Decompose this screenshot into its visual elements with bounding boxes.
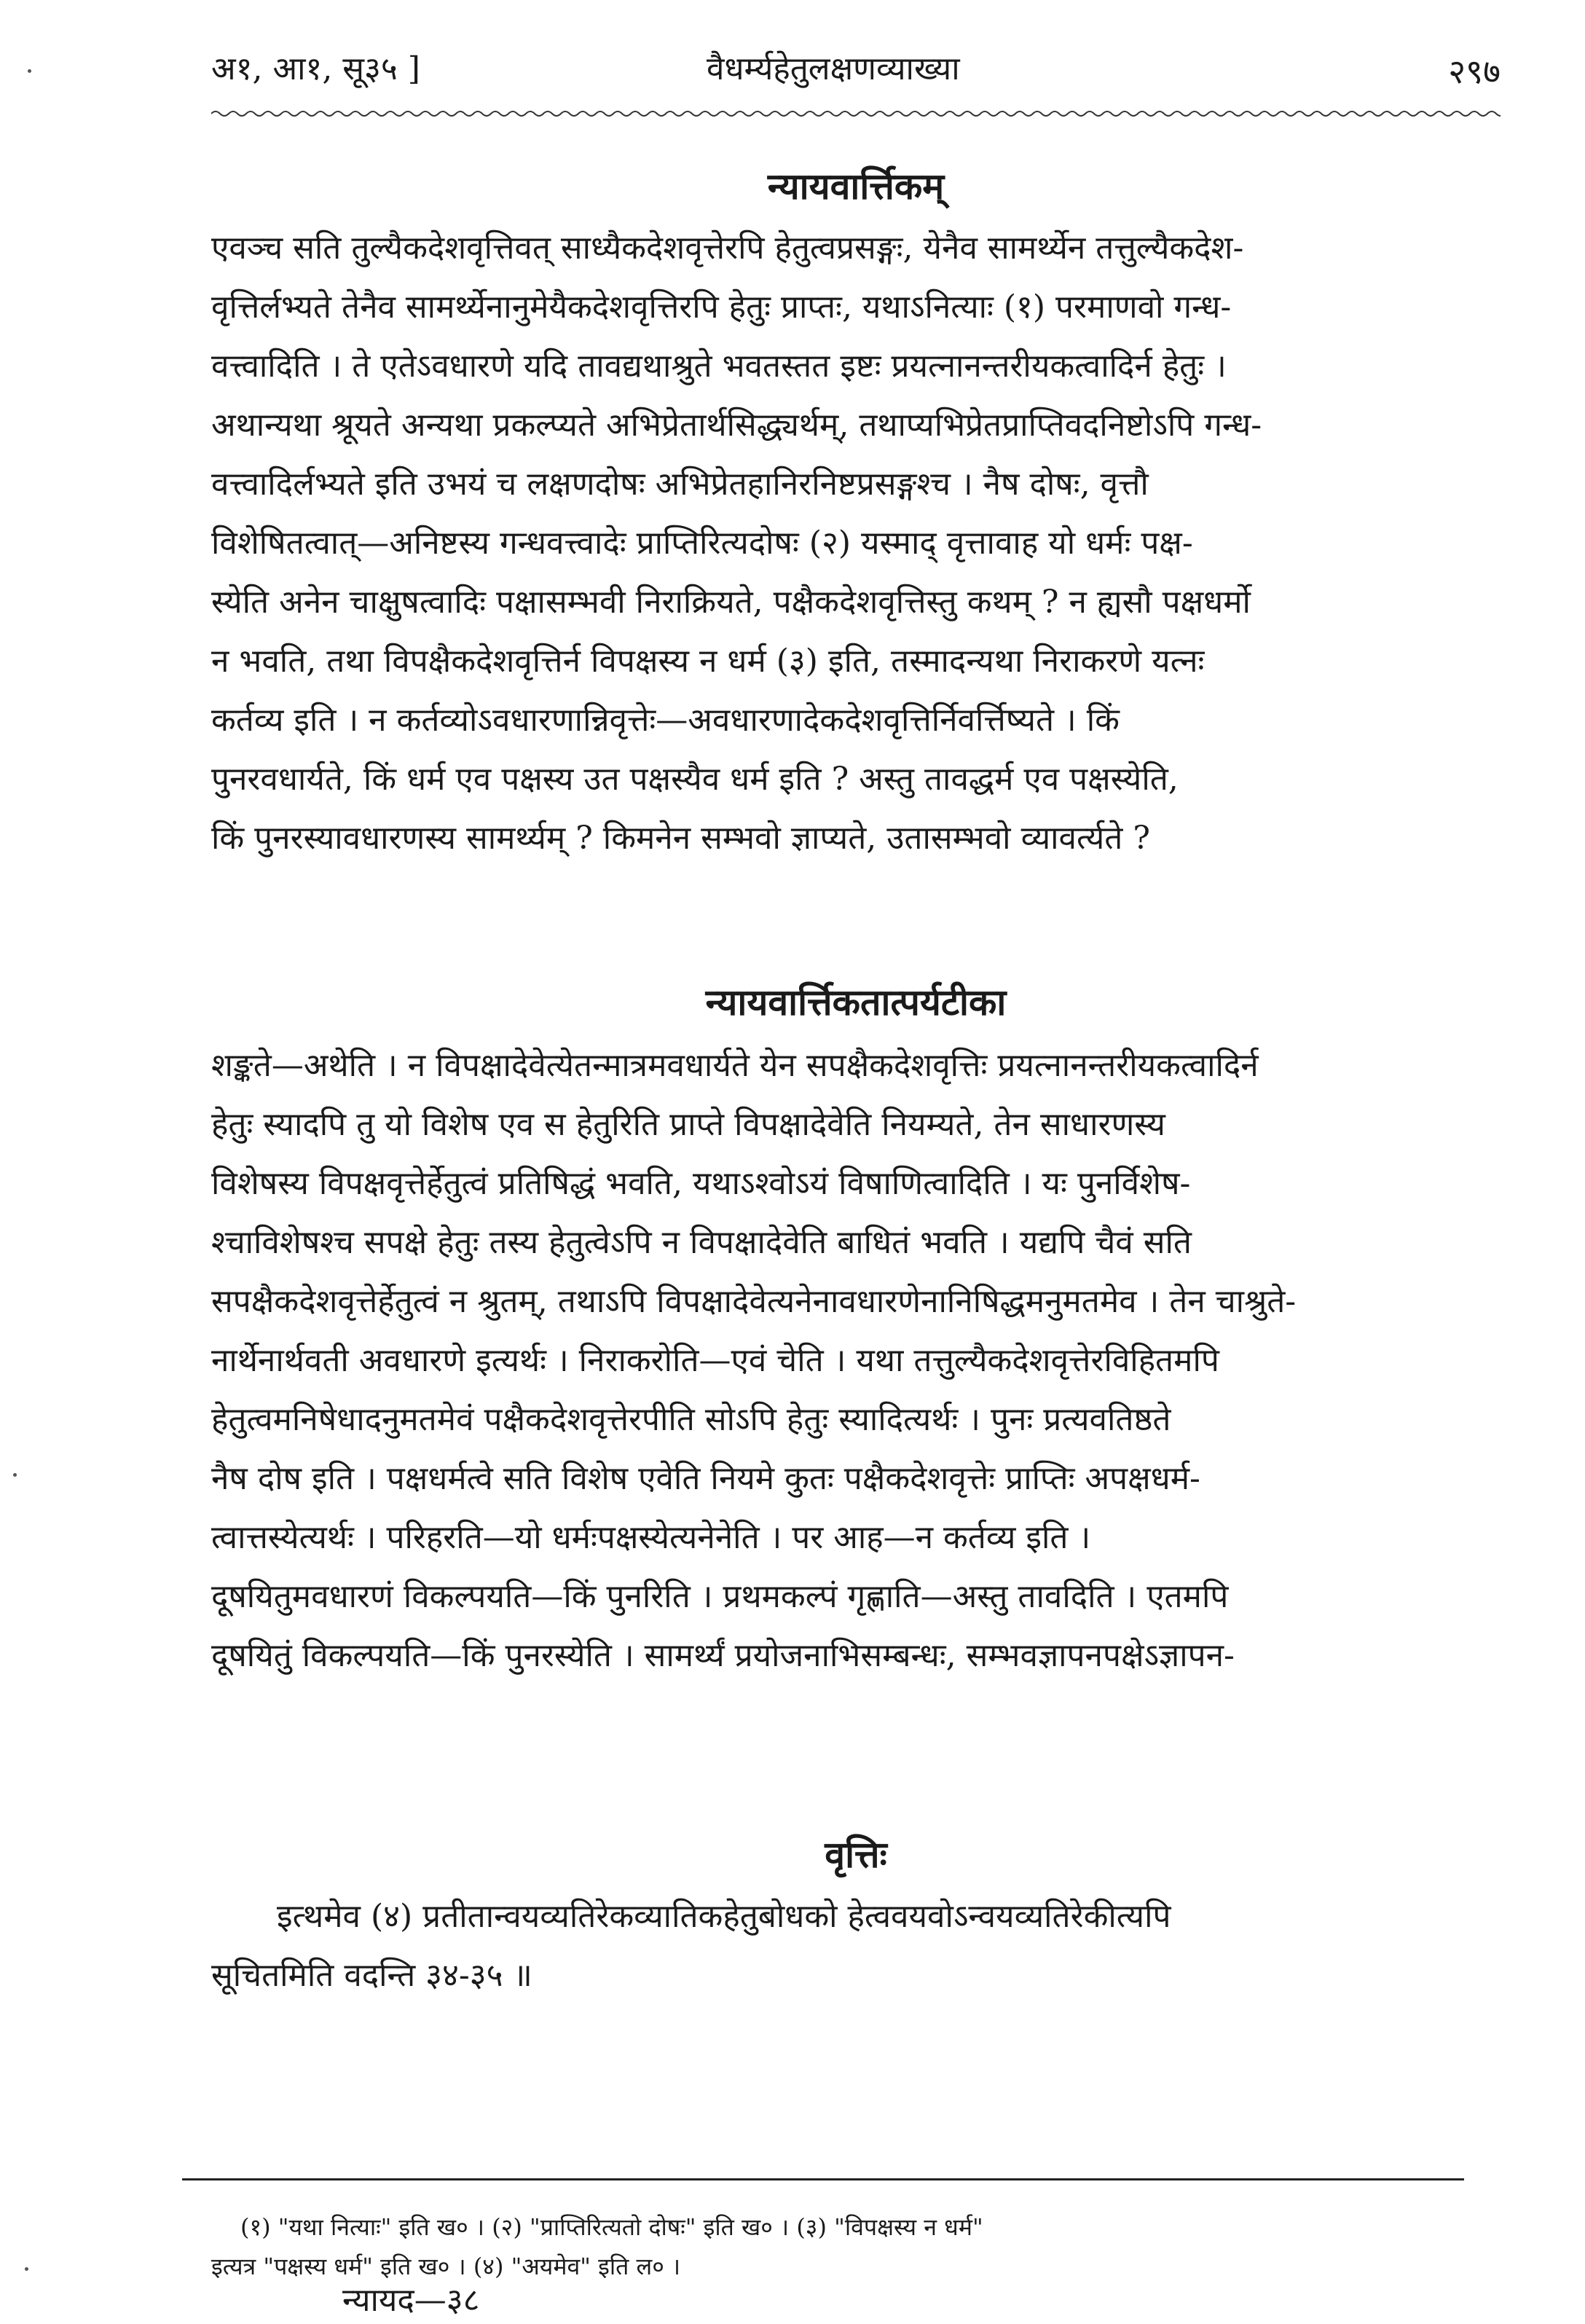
header-reference: अ१, आ१, सू३५ ] bbox=[211, 50, 420, 87]
scan-speck bbox=[25, 2267, 28, 2271]
section-heading-vartika: न्यायवार्त्तिकम् bbox=[767, 165, 945, 208]
text-line: त्वात्तस्येत्यर्थः । परिहरति—यो धर्मःपक्षस्येत्यनेनेति । पर आह—न कर्तव्य इति । bbox=[211, 1519, 1091, 1556]
text-line: अथान्यथा श्रूयते अन्यथा प्रकल्प्यते अभिप्रेतार्थसिद्ध्यर्थम्, तथाप्यभिप्रेतप्राप्तिवदनिष्टोऽपि गन्ध- bbox=[211, 407, 1262, 444]
running-header bbox=[211, 45, 1501, 103]
footnote-rule bbox=[182, 2178, 1464, 2180]
text-line: स्येति अनेन चाक्षुषत्वादिः पक्षासम्भवी निराक्रियते, पक्षैकदेशवृत्तिस्तु कथम् ? न ह्यसौ पक्षधर्मो bbox=[211, 584, 1251, 621]
text-line: इत्थमेव (४) प्रतीतान्वयव्यतिरेकव्यातिकहेतुबोधको हेत्ववयवोऽन्वयव्यतिरेकीत्यपि bbox=[277, 1898, 1171, 1935]
page-number: २९७ bbox=[1448, 52, 1501, 91]
printer-signature-mark: न्यायद—३८ bbox=[342, 2282, 480, 2319]
text-line: वृत्तिर्लभ्यते तेनैव सामर्थ्येनानुमेयैकदेशवृत्तिरपि हेतुः प्राप्तः, यथाऽनित्याः (१) परमाणवो गन्ध- bbox=[211, 288, 1232, 326]
text-line: विशेषस्य विपक्षवृत्तेर्हेतुत्वं प्रतिषिद्धं भवति, यथाऽश्वोऽयं विषाणित्वादिति । यः पुनर्विशेष- bbox=[211, 1165, 1191, 1202]
header-title: वैधर्म्यहेतुलक्षणव्याख्या bbox=[707, 50, 960, 87]
text-line: कर्तव्य इति । न कर्तव्योऽवधारणान्निवृत्तेः—अवधारणादेकदेशवृत्तिर्निवर्त्तिष्यते । किं bbox=[211, 702, 1120, 739]
vartika-text bbox=[211, 219, 1479, 868]
text-line: हेतुः स्यादपि तु यो विशेष एव स हेतुरिति प्राप्ते विपक्षादेवेति नियम्यते, तेन साधारणस्य bbox=[211, 1106, 1165, 1143]
text-line: हेतुत्वमनिषेधादनुमतमेवं पक्षैकदेशवृत्तेरपीति सोऽपि हेतुः स्यादित्यर्थः । पुनः प्रत्यवतिष्ठते bbox=[211, 1401, 1171, 1438]
header-wavy-rule bbox=[211, 108, 1501, 119]
footnote-line: इत्यत्र "पक्षस्य धर्म" इति ख० । (४) "अयमेव" इति ल० । bbox=[211, 2253, 681, 2280]
scan-speck bbox=[28, 69, 31, 73]
tika-text bbox=[211, 1036, 1479, 1685]
footnote-line: (१) "यथा नित्याः" इति ख० । (२) "प्राप्तिरित्यतो दोषः" इति ख० । (३) "विपक्षस्य न धर्म" bbox=[240, 2213, 983, 2241]
text-line: श्चाविशेषश्च सपक्षे हेतुः तस्य हेतुत्वेऽपि न विपक्षादेवेति बाधितं भवति । यद्यपि चैवं सति bbox=[211, 1224, 1192, 1261]
footnotes bbox=[211, 2207, 1479, 2286]
text-line: नैष दोष इति । पक्षधर्मत्वे सति विशेष एवेति नियमे कुतः पक्षैकदेशवृत्तेः प्राप्तिः अपक्षधर्म- bbox=[211, 1460, 1200, 1497]
text-line: वत्त्वादिति । ते एतेऽवधारणे यदि तावद्यथाश्रुते भवतस्तत इष्टः प्रयत्नानन्तरीयकत्वादिर्न हेतुः । bbox=[211, 348, 1227, 385]
text-line: शङ्कते—अथेति । न विपक्षादेवेत्येतन्मात्रमवधार्यते येन सपक्षैकदेशवृत्तिः प्रयत्नानन्तरीयकत्वादिर्न bbox=[211, 1047, 1259, 1084]
text-line: नार्थेनार्थवती अवधारणे इत्यर्थः । निराकरोति—एवं चेति । यथा तत्तुल्यैकदेशवृत्तेरविहितमपि bbox=[211, 1342, 1219, 1379]
vritti-text bbox=[211, 1887, 1479, 2005]
section-heading-tika: न्यायवार्त्तिकतात्पर्यटीका bbox=[705, 981, 1007, 1024]
text-line: विशेषितत्वात्—अनिष्टस्य गन्धवत्त्वादेः प्राप्तिरित्यदोषः (२) यस्माद् वृत्तावाह यो धर्मः पक्ष- bbox=[211, 525, 1193, 562]
text-line: वत्त्वादिर्लभ्यते इति उभयं च लक्षणदोषः अभिप्रेतहानिरनिष्टप्रसङ्गश्च । नैष दोषः, वृत्तौ bbox=[211, 466, 1149, 503]
text-line: न भवति, तथा विपक्षैकदेशवृत्तिर्न विपक्षस्य न धर्म (३) इति, तस्मादन्यथा निराकरणे यत्नः bbox=[211, 643, 1205, 680]
text-line: एवञ्च सति तुल्यैकदेशवृत्तिवत् साध्यैकदेशवृत्तेरपि हेतुत्वप्रसङ्गः, येनैव सामर्थ्येन तत्तुल्यैकदेश- bbox=[211, 229, 1244, 267]
text-line: सपक्षैकदेशवृत्तेर्हेतुत्वं न श्रुतम्, तथाऽपि विपक्षादेवेत्यनेनावधारणेनानिषिद्धमनुमतमेव । तेन चाश्रुते- bbox=[211, 1283, 1297, 1320]
text-line: किं पुनरस्यावधारणस्य सामर्थ्यम् ? किमनेन सम्भवो ज्ञाप्यते, उतासम्भवो व्यावर्त्यते ? bbox=[211, 820, 1150, 857]
text-line: दूषयितुं विकल्पयति—किं पुनरस्येति । सामर्थ्यं प्रयोजनाभिसम्बन्धः, सम्भवज्ञापनपक्षेऽज्ञापन- bbox=[211, 1637, 1235, 1674]
text-line: दूषयितुमवधारणं विकल्पयति—किं पुनरिति । प्रथमकल्पं गृह्णाति—अस्तु तावदिति । एतमपि bbox=[211, 1578, 1229, 1615]
text-line: पुनरवधार्यते, किं धर्म एव पक्षस्य उत पक्षस्यैव धर्म इति ? अस्तु तावद्धर्म एव पक्षस्येति, bbox=[211, 761, 1179, 798]
text-line: सूचितमिति वदन्ति ३४-३५ ॥ bbox=[211, 1957, 532, 1994]
scan-speck bbox=[13, 1473, 17, 1477]
section-heading-vritti: वृत्तिः bbox=[825, 1833, 887, 1876]
